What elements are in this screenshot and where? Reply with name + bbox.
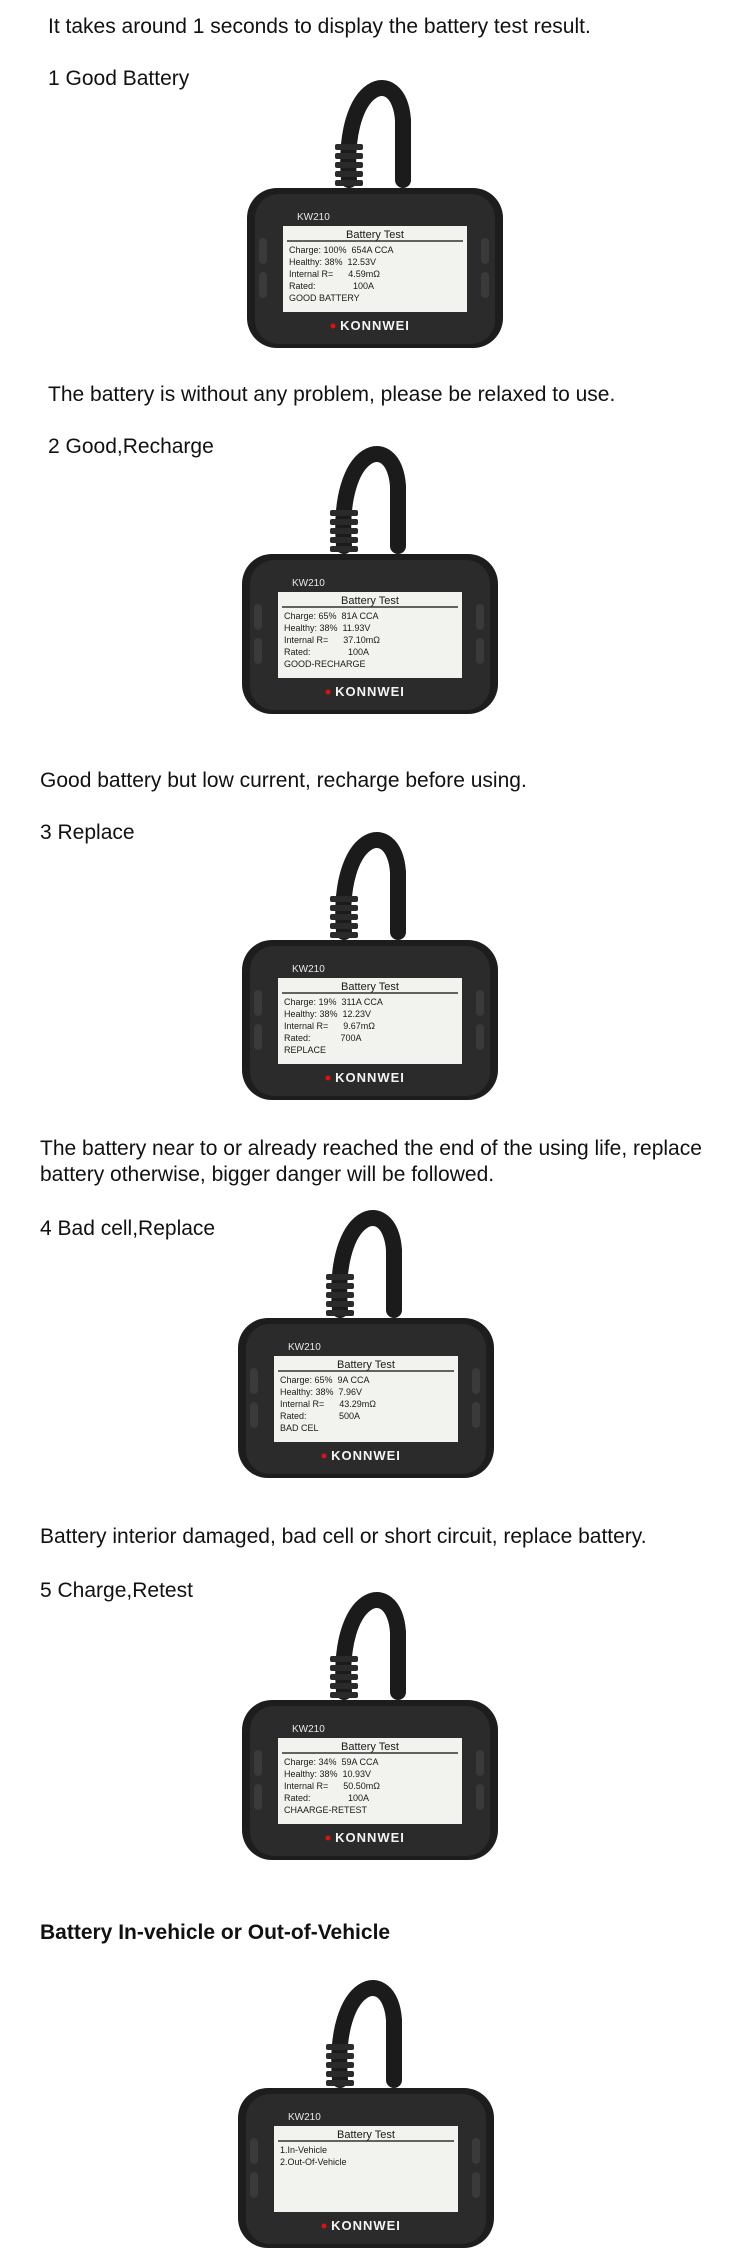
- cable-strain-relief: [335, 180, 363, 186]
- model-label: KW210: [288, 2112, 321, 2123]
- screen-line: Charge: 100% 654A CCA: [289, 245, 394, 255]
- battery-tester-illustration: [240, 812, 500, 1102]
- model-label: KW210: [292, 1724, 325, 1735]
- screen-title: Battery Test: [337, 2129, 395, 2141]
- section-6-heading: Battery In-vehicle or Out-of-Vehicle: [40, 1921, 391, 1944]
- battery-tester-illustration: [236, 1190, 496, 1480]
- screen-line: Rated: 700A: [284, 1033, 362, 1043]
- side-grip: [250, 2138, 258, 2164]
- side-grip: [259, 272, 267, 298]
- brand-logo-accent: [326, 1076, 331, 1081]
- battery-tester-illustration: [240, 1572, 500, 1862]
- screen-line: 2.Out-Of-Vehicle: [280, 2157, 347, 2167]
- device-image-3: [240, 812, 500, 1102]
- screen-line: Healthy: 38% 12.23V: [284, 1009, 372, 1019]
- cable-strain-relief: [335, 144, 363, 150]
- screen-line: Internal R= 4.59mΩ: [289, 269, 381, 279]
- screen-line: Rated: 100A: [284, 1793, 370, 1803]
- cable-strain-relief: [335, 153, 363, 159]
- side-grip: [472, 1402, 480, 1428]
- section-3-description-line-1: The battery near to or already reached the end of the using life, replace: [40, 1137, 702, 1160]
- cable-strain-relief: [330, 510, 358, 516]
- device-image-5: [240, 1572, 500, 1862]
- screen-line: Healthy: 38% 11.93V: [284, 623, 371, 633]
- screen-title: Battery Test: [341, 981, 399, 993]
- screen-line: Charge: 34% 59A CCA: [284, 1757, 379, 1767]
- cable-strain-relief: [330, 528, 358, 534]
- cable-strain-relief: [330, 519, 358, 525]
- side-grip: [481, 272, 489, 298]
- cable-strain-relief: [326, 2071, 354, 2077]
- brand-logo-accent: [322, 2224, 327, 2229]
- cable-strain-relief: [330, 932, 358, 938]
- side-grip: [254, 638, 262, 664]
- screen-line: Internal R= 50.50mΩ: [284, 1781, 381, 1791]
- cable-strain-relief: [330, 1692, 358, 1698]
- side-grip: [254, 1750, 262, 1776]
- screen-line: Charge: 65% 9A CCA: [280, 1375, 370, 1385]
- brand-logo: KONNWEI: [331, 1448, 401, 1463]
- side-grip: [476, 1024, 484, 1050]
- screen-title: Battery Test: [341, 1741, 399, 1753]
- device-image-2: [240, 426, 500, 716]
- side-grip: [472, 2138, 480, 2164]
- screen-line: BAD CEL: [280, 1423, 319, 1433]
- brand-logo: KONNWEI: [335, 1830, 405, 1845]
- screen-line: REPLACE: [284, 1045, 327, 1055]
- side-grip: [481, 238, 489, 264]
- cable-strain-relief: [330, 1656, 358, 1662]
- section-2-description: Good battery but low current, recharge before using.: [40, 769, 527, 792]
- cable-strain-relief: [326, 1283, 354, 1289]
- side-grip: [259, 238, 267, 264]
- side-grip: [250, 1402, 258, 1428]
- cable-strain-relief: [326, 1274, 354, 1280]
- side-grip: [254, 604, 262, 630]
- cable-strain-relief: [330, 905, 358, 911]
- battery-tester-illustration: [240, 426, 500, 716]
- screen-line: Healthy: 38% 10.93V: [284, 1769, 372, 1779]
- section-4-description: Battery interior damaged, bad cell or short circuit, replace battery.: [40, 1525, 647, 1548]
- cable-strain-relief: [326, 2053, 354, 2059]
- battery-tester-illustration: [245, 60, 505, 350]
- screen-line: Charge: 19% 311A CCA: [284, 997, 383, 1007]
- cable-strain-relief: [330, 546, 358, 552]
- screen-title: Battery Test: [346, 229, 404, 241]
- section-1-heading: 1 Good Battery: [48, 67, 190, 90]
- brand-logo-accent: [326, 1836, 331, 1841]
- cable-strain-relief: [326, 2044, 354, 2050]
- side-grip: [476, 990, 484, 1016]
- device-image-4: [236, 1190, 496, 1480]
- side-grip: [476, 1784, 484, 1810]
- intro-text: It takes around 1 seconds to display the battery test result.: [48, 15, 591, 38]
- cable-strain-relief: [326, 2080, 354, 2086]
- screen-line: Rated: 100A: [284, 647, 370, 657]
- side-grip: [476, 604, 484, 630]
- section-1-description: The battery is without any problem, please be relaxed to use.: [48, 383, 616, 406]
- section-4-heading: 4 Bad cell,Replace: [40, 1217, 216, 1240]
- cable-strain-relief: [330, 914, 358, 920]
- side-grip: [250, 1368, 258, 1394]
- cable-strain-relief: [330, 896, 358, 902]
- cable-strain-relief: [326, 1292, 354, 1298]
- section-5-heading: 5 Charge,Retest: [40, 1579, 193, 1602]
- cable-strain-relief: [330, 923, 358, 929]
- device-image-1: [245, 60, 505, 350]
- cable-strain-relief: [330, 1665, 358, 1671]
- section-3-description-line-2: battery otherwise, bigger danger will be followed.: [40, 1163, 495, 1186]
- side-grip: [472, 2172, 480, 2198]
- model-label: KW210: [292, 964, 325, 975]
- screen-title: Battery Test: [341, 595, 399, 607]
- brand-logo: KONNWEI: [335, 684, 405, 699]
- side-grip: [250, 2172, 258, 2198]
- brand-logo-accent: [322, 1454, 327, 1459]
- device-image-6: [236, 1960, 496, 2250]
- cable-strain-relief: [330, 1674, 358, 1680]
- model-label: KW210: [292, 578, 325, 589]
- model-label: KW210: [297, 212, 330, 223]
- brand-logo: KONNWEI: [340, 318, 410, 333]
- cable-strain-relief: [326, 1301, 354, 1307]
- section-2-heading: 2 Good,Recharge: [48, 435, 214, 458]
- side-grip: [472, 1368, 480, 1394]
- screen-line: GOOD BATTERY: [289, 293, 360, 303]
- side-grip: [476, 1750, 484, 1776]
- side-grip: [254, 1784, 262, 1810]
- screen-line: Internal R= 37.10mΩ: [284, 635, 381, 645]
- screen-line: Charge: 65% 81A CCA: [284, 611, 379, 621]
- model-label: KW210: [288, 1342, 321, 1353]
- screen-line: Rated: 500A: [280, 1411, 361, 1421]
- side-grip: [254, 1024, 262, 1050]
- side-grip: [254, 990, 262, 1016]
- brand-logo-accent: [326, 690, 331, 695]
- screen-line: Rated: 100A: [289, 281, 375, 291]
- screen-line: CHAARGE-RETEST: [284, 1805, 368, 1815]
- cable-strain-relief: [335, 171, 363, 177]
- screen-title: Battery Test: [337, 1359, 395, 1371]
- cable-strain-relief: [330, 537, 358, 543]
- cable-strain-relief: [330, 1683, 358, 1689]
- brand-logo: KONNWEI: [331, 2218, 401, 2233]
- brand-logo: KONNWEI: [335, 1070, 405, 1085]
- brand-logo-accent: [331, 324, 336, 329]
- screen-line: Internal R= 43.29mΩ: [280, 1399, 377, 1409]
- side-grip: [476, 638, 484, 664]
- screen-line: GOOD-RECHARGE: [284, 659, 366, 669]
- screen-line: 1.In-Vehicle: [280, 2145, 328, 2155]
- section-3-heading: 3 Replace: [40, 821, 135, 844]
- screen-line: Healthy: 38% 7.96V: [280, 1387, 363, 1397]
- battery-tester-illustration: [236, 1960, 496, 2250]
- cable-strain-relief: [326, 2062, 354, 2068]
- cable-strain-relief: [326, 1310, 354, 1316]
- cable-strain-relief: [335, 162, 363, 168]
- screen-line: Healthy: 38% 12.53V: [289, 257, 377, 267]
- screen-line: Internal R= 9.67mΩ: [284, 1021, 376, 1031]
